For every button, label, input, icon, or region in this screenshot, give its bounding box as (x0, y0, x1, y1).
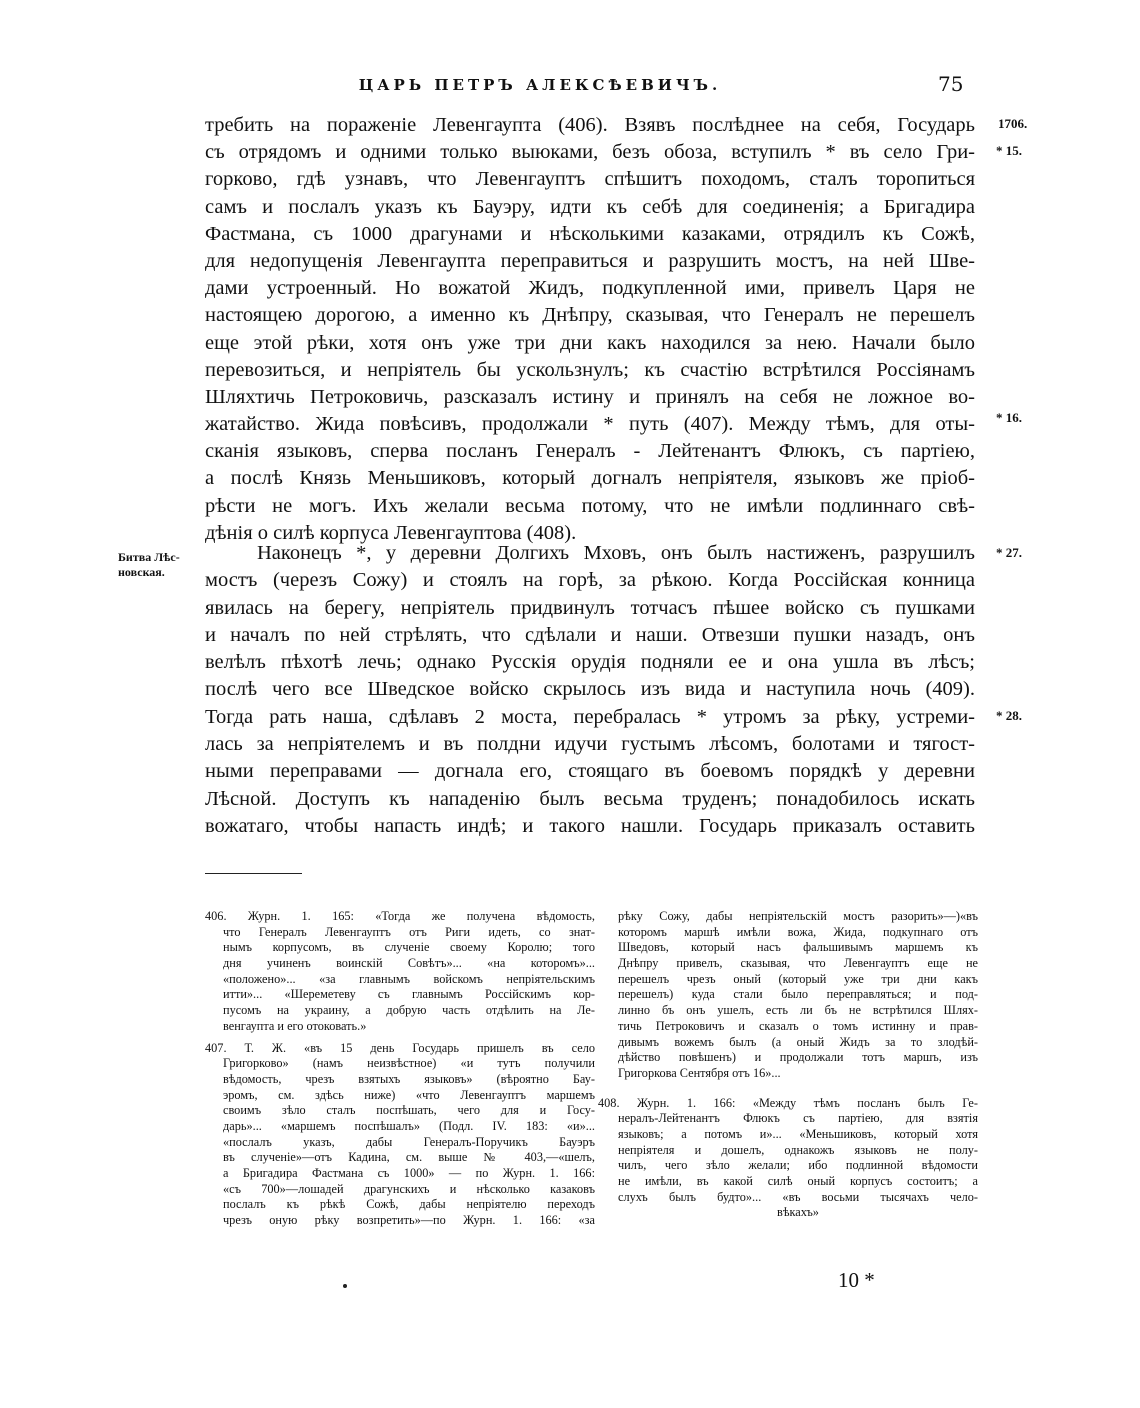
footnote-line: въ слученіе»—отъ Кадина, см. выше № 403,—«шелъ, (223, 1150, 595, 1165)
footnotes-right-column (598, 909, 978, 1221)
text-line: Фастмана, съ 1000 драгунами и нѣсколькими казаками, отрядилъ къ Сожѣ, (205, 222, 975, 245)
footnote-line: эромъ, см. здѣсь ниже) «что Левенгауптъ маршемъ (223, 1087, 595, 1102)
text-line: рѣсти не могъ. Ихъ желали весьма потому, что не имѣли подлиннаго свѣ- (205, 494, 975, 517)
text-line: Тогда рать наша, сдѣлавъ 2 моста, перебралась * утромъ за рѣку, устреми- (205, 705, 975, 728)
footnote-line: непріятеля и дошелъ, однакожъ языковъ не полу- (618, 1142, 978, 1157)
margin-date-27: * 27. (996, 545, 1022, 560)
footnote-line: не имѣли, въ какой силѣ оный корпусъ состоитъ; а (618, 1174, 978, 1188)
text-line: горково, гдѣ узнавъ, что Левенгауптъ спѣшитъ походомъ, сталъ торопиться (205, 168, 975, 191)
footnote-line: нералъ-Лейтенантъ Флюкъ съ партіею, для взятія (618, 1111, 978, 1126)
text-line: требить на пораженіе Левенгаупта (406). Взявъ послѣднее на себя, Государь (205, 114, 975, 136)
text-line: вожатаго, чтобы напасть индѣ; и такого нашли. Государь приказалъ оставить (205, 814, 975, 837)
footnote-line: «съ 700»—лошадей драгунскихъ и нѣсколько казаковъ (223, 1181, 595, 1196)
text-line: и началъ по ней стрѣлять, что сдѣлали и наши. Отвезши пушки назадъ, онъ (205, 623, 975, 646)
text-line: еще этой рѣки, хотя онъ уже три дни какъ находился за нею. Начали было (205, 331, 975, 354)
footnote-line: дѣйство повѣшенъ) и продолжали тотъ маршъ, изъ (618, 1050, 978, 1065)
footnote-line: 407. Т. Ж. «въ 15 день Государь пришелъ въ село (205, 1040, 595, 1055)
page-number: 75 (938, 72, 964, 96)
footnote-line: чрезъ оную рѣку возпретить»—по Журн. 1. 166: «за (223, 1213, 595, 1228)
text-line: ными переправами — догнала его, стоящаго въ боевомъ порядкѣ у деревни (205, 760, 975, 783)
main-paragraph-2 (205, 540, 975, 840)
footnote-line: своимъ зѣло сталъ поспѣшать, чего для и Госу- (223, 1103, 595, 1118)
footnote-line: «послалъ указъ, дабы Генералъ-Поручикъ Бауэръ (223, 1134, 595, 1149)
margin-year: 1706. (998, 116, 1028, 131)
text-line: послѣ чего все Шведское войско скрылось изъ вида и наступила ночь (409). (205, 678, 975, 701)
footnote-line: итти»... «Шереметеву съ главнымъ Россійскимъ кор- (223, 987, 595, 1002)
running-header-title: ЦАРЬ ПЕТРЪ АЛЕКСѢЕВИЧЪ. (358, 76, 722, 94)
text-line: дѣнія о силѣ корпуса Левенгауптова (408). (205, 521, 577, 544)
footnote-line: 408. Журн. 1. 166: «Между тѣмъ посланъ былъ Ге- (598, 1095, 978, 1110)
text-line: а послѣ Князь Меньшиковъ, который догналъ непріятеля, языковъ же пріоб- (205, 467, 975, 490)
text-line: Шляхтичь Петроковичь, разсказалъ истину и принялъ на себя не ложное во- (205, 385, 975, 408)
margin-date-16: * 16. (996, 410, 1022, 425)
footnote-line: вѣдомость, чрезъ взятыхъ языковъ» (вѣроятно Бау- (223, 1071, 595, 1086)
footnote-line: перешелъ чрезъ оный (который уже три дни какъ (618, 971, 978, 986)
text-line: настоящею дорогою, а именно къ Днѣпру, сказывая, что Генералъ не перешелъ (205, 304, 975, 327)
footnote-line: дарь»... «маршемъ поспѣшалъ» (Подл. IV. 183: «и»... (223, 1118, 595, 1133)
footnote-line: а Бригадира Фастмана съ 1000» — по Журн. 1. 166: (223, 1166, 595, 1180)
margin-date-15: * 15. (996, 143, 1022, 158)
footnote-line: которомъ маршѣ имѣли вожа, Жида, подкупнаго отъ (618, 924, 978, 939)
text-line: самъ и послалъ указъ къ Бауэру, идти къ себѣ для соединенія; а Бригадира (205, 195, 975, 218)
footnote-divider (205, 873, 302, 874)
text-line: велѣлъ пѣхотѣ лечь; однако Русскія орудія подняли ее и она ушла въ лѣсъ; (205, 651, 975, 674)
footnote-line: что Генералъ Левенгауптъ отъ Риги идеть, со знат- (223, 924, 595, 939)
footnote-line: послалъ къ рѣкѣ Сожѣ, дабы непріятелю переходъ (223, 1197, 595, 1212)
text-line: жатайство. Жида повѣсивъ, продолжали * путь (407). Между тѣмъ, для оты- (205, 413, 975, 436)
side-heading-line: Битва Лѣс- (118, 550, 180, 564)
text-line: для недопущенія Левенгаупта переправиться и разрушить мостъ, на ней Шве- (205, 249, 975, 272)
text-line: лась за непріятелемъ и въ полдни идучи густымъ лѣсомъ, болотами и тягост- (205, 733, 975, 756)
footnote-line: пусомъ на украину, а добрую часть отдѣлить на Ле- (223, 1003, 595, 1018)
footnote-line: рѣку Сожу, дабы непріятельскій мостъ разорить»—)«въ (618, 909, 978, 923)
text-line: перевозиться, и непріятель бы ускользнулъ; къ счастію встрѣтился Россіянамъ (205, 358, 975, 381)
footnote-line: Днѣпру привелъ, сказывая, что Левенгауптъ еще не (618, 956, 978, 971)
text-line: Лѣсной. Доступъ къ нападенію былъ весьма труденъ; понадобилось искать (205, 787, 975, 810)
margin-date-28: * 28. (996, 708, 1022, 723)
text-line: мостъ (черезъ Сожу) и стоялъ на горѣ, за рѣкою. Когда Россійская конница (205, 569, 975, 592)
text-line: явилась на берегу, непріятель придвинулъ тотчасъ пѣшее войско съ пушками (205, 596, 975, 619)
footnote-line: Шведовъ, который насъ фальшивымъ маршемъ къ (618, 940, 978, 955)
footnote-line: 406. Журн. 1. 165: «Тогда же получена вѣдомость, (205, 909, 595, 923)
footnote-line: дивымъ вожемъ былъ (а оный Жидъ за то злодѣй- (618, 1034, 978, 1049)
text-line: Наконецъ *, у деревни Долгихъ Мховъ, онъ былъ настиженъ, разрушилъ (257, 542, 975, 564)
side-heading (118, 550, 208, 580)
text-line: съ отрядомъ и одними только выюками, безъ обоза, вступилъ * въ село Гри- (205, 141, 975, 164)
main-paragraph-1 (205, 112, 975, 547)
footnote-line: нымъ корпусомъ, въ слученіе своему Королю; того (223, 940, 595, 955)
signature-mark: 10 * (838, 1268, 875, 1292)
footnote-line: слухъ былъ будто»... «въ восьми тысячахъ чело- (618, 1189, 978, 1204)
footnote-line: тичь Петроковичъ и сказалъ о томъ истинну и прав- (618, 1018, 978, 1033)
footnote-line: венгаупта и его отоковать.» (223, 1018, 367, 1033)
footnote-line: «положено»... «за главнымъ войскомъ непріятельскимъ (223, 971, 595, 986)
footnote-line: Григорково» (намъ неизвѣстное) «и тутъ получили (223, 1056, 595, 1071)
text-line: дами устроенный. Но вожатой Жидъ, подкупленной ими, привелъ Царя не (205, 277, 975, 300)
footnote-line: чилъ, чего зѣло желали; ибо подлинной вѣдомости (618, 1158, 978, 1173)
footnote-line: дня учиненъ воинскій Совѣтъ»... «на которомъ»... (223, 956, 595, 971)
footnote-line: языковъ; а потомъ и»... «Меньшиковъ, который хотя (618, 1126, 978, 1141)
ink-dot (343, 1284, 347, 1288)
footnote-line: перешелъ) куда стали было переправляться; и под- (618, 987, 978, 1002)
footnote-line: вѣкахъ» (777, 1205, 819, 1220)
footnotes-left-column (205, 909, 595, 1229)
footnote-line: линно бъ онъ ушелъ, есть ли бъ не встрѣтился Шлях- (618, 1003, 978, 1018)
text-line: сканія языковъ, сперва посланъ Генералъ - Лейтенантъ Флюкъ, съ партіею, (205, 440, 975, 463)
footnote-line: Григоркова Сентября отъ 16»... (618, 1065, 781, 1080)
side-heading-line: новская. (118, 565, 165, 579)
